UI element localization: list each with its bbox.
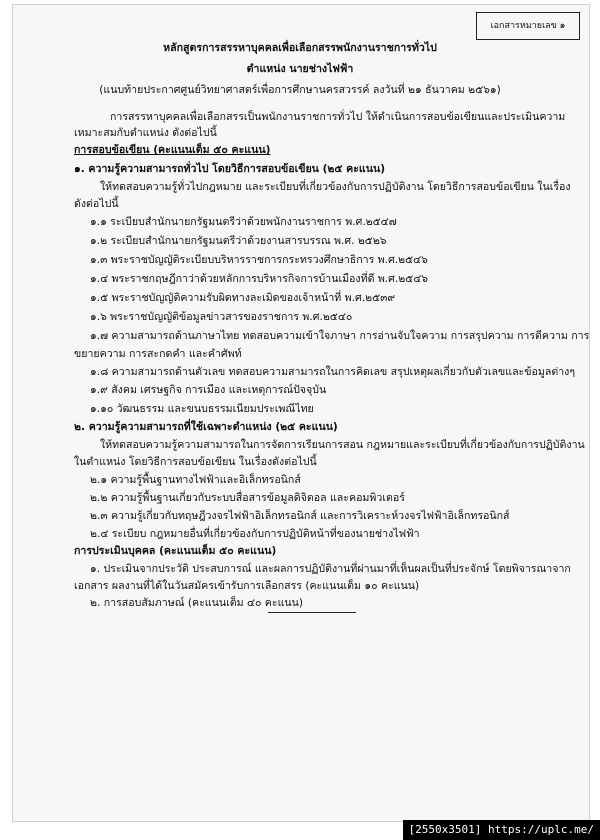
list-item: ๑.๙ สังคม เศรษฐกิจ การเมือง และเหตุการณ์ปัจจุบัน	[90, 384, 327, 396]
intro-line-1: การสรรหาบุคคลเพื่อเลือกสรรเป็นพนักงานราชการทั่วไป ให้ดำเนินการสอบข้อเขียนและประเมินความ	[110, 111, 566, 123]
list-item-continuation: ขยายความ การสะกดคำ และคำศัพท์	[74, 348, 242, 360]
list-item: ๑.๑๐ วัฒนธรรม และขนบธรรมเนียมประเพณีไทย	[90, 403, 314, 415]
part2-desc-line-1: ให้ทดสอบความรู้ความสามารถในการจัดการเรียนการสอน กฎหมายและระเบียบที่เกี่ยวข้องกับการปฏิบัติงาน	[100, 439, 585, 451]
list-item: ๒.๓ ความรู้เกี่ยวกับทฤษฎีวงจรไฟฟ้าอิเล็กทรอนิกส์ และการวิเคราะห์วงจรไฟฟ้าอิเล็กทรอนิกส์	[90, 510, 510, 522]
document-number-badge: เอกสารหมายเลข ๑	[476, 12, 580, 40]
list-item: ๑.๗ ความสามารถด้านภาษาไทย ทดสอบความเข้าใจภาษา การอ่านจับใจความ การสรุปความ การตีความ การ	[90, 330, 590, 342]
document-title: หลักสูตรการสรรหาบุคคลเพื่อเลือกสรรพนักงานราชการทั่วไป	[163, 42, 437, 54]
annex-reference: (แนบท้ายประกาศศูนย์วิทยาศาสตร์เพื่อการศึกษานครสวรรค์ ลงวันที่ ๒๑ ธันวาคม ๒๕๖๑)	[99, 84, 501, 96]
evaluation-item-1-line-1: ๑. ประเมินจากประวัติ ประสบการณ์ และผลการปฏิบัติงานที่ผ่านมาที่เห็นผลเป็นที่ประจักษ์ โดยพิจารณาจาก	[90, 563, 571, 575]
image-source-footer: [2550x3501] https://uplc.me/	[403, 820, 600, 840]
list-item: ๑.๓ พระราชบัญญัติระเบียบบริหารราชการกระทรวงศึกษาธิการ พ.ศ.๒๕๔๖	[90, 254, 428, 266]
list-item: ๒.๑ ความรู้พื้นฐานทางไฟฟ้าและอิเล็กทรอนิกส์	[90, 474, 301, 486]
position-title: ตำแหน่ง นายช่างไฟฟ้า	[246, 63, 354, 75]
part1-desc-line-1: ให้ทดสอบความรู้ทั่วไปกฎหมาย และระเบียบที่เกี่ยวข้องกับการปฏิบัติงาน โดยวิธีการสอบข้อเขียน ในเรื่อง	[100, 181, 571, 193]
part1-heading: ๑. ความรู้ความสามารถทั่วไป โดยวิธีการสอบข้อเขียน (๒๕ คะแนน)	[74, 163, 386, 175]
list-item: ๑.๖ พระราชบัญญัติข้อมูลข่าวสารของราชการ พ.ศ.๒๕๔๐	[90, 311, 353, 323]
intro-line-2: เหมาะสมกับตำแหน่ง ดังต่อไปนี้	[74, 127, 217, 139]
list-item: ๑.๘ ความสามารถด้านตัวเลข ทดสอบความสามารถในการคิดเลข สรุปเหตุผลเกี่ยวกับตัวเลขและข้อมูลต่างๆ	[90, 366, 576, 378]
list-item: ๒.๔ ระเบียบ กฎหมายอื่นที่เกี่ยวข้องกับการปฏิบัติหน้าที่ของนายช่างไฟฟ้า	[90, 528, 420, 540]
list-item: ๑.๑ ระเบียบสำนักนายกรัฐมนตรีว่าด้วยพนักงานราชการ พ.ศ.๒๕๔๗	[90, 216, 397, 228]
closing-rule	[268, 612, 356, 613]
evaluation-item-1-line-2: เอกสาร ผลงานที่ได้ในวันสมัครเข้ารับการเลือกสรร (คะแนนเต็ม ๑๐ คะแนน)	[74, 580, 420, 592]
evaluation-heading: การประเมินบุคคล (คะแนนเต็ม ๕๐ คะแนน)	[74, 545, 277, 557]
part2-desc-line-2: ในตำแหน่ง โดยวิธีการสอบข้อเขียน ในเรื่องดังต่อไปนี้	[74, 456, 317, 468]
list-item: ๑.๕ พระราชบัญญัติความรับผิดทางละเมิดของเจ้าหน้าที่ พ.ศ.๒๕๓๙	[90, 292, 396, 304]
list-item: ๑.๒ ระเบียบสำนักนายกรัฐมนตรีว่าด้วยงานสารบรรณ พ.ศ. ๒๕๒๖	[90, 235, 387, 247]
evaluation-item-2: ๒. การสอบสัมภาษณ์ (คะแนนเต็ม ๔๐ คะแนน)	[90, 597, 304, 609]
list-item: ๑.๔ พระราชกฤษฎีกาว่าด้วยหลักการบริหารกิจการบ้านเมืองที่ดี พ.ศ.๒๕๔๖	[90, 273, 429, 285]
written-exam-heading: การสอบข้อเขียน (คะแนนเต็ม ๕๐ คะแนน)	[74, 144, 271, 156]
list-item: ๒.๒ ความรู้พื้นฐานเกี่ยวกับระบบสื่อสารข้อมูลดิจิตอล และคอมพิวเตอร์	[90, 492, 405, 504]
part1-desc-line-2: ดังต่อไปนี้	[74, 198, 119, 210]
part2-heading: ๒. ความรู้ความสามารถที่ใช้เฉพาะตำแหน่ง (๒๕ คะแนน)	[74, 421, 338, 433]
